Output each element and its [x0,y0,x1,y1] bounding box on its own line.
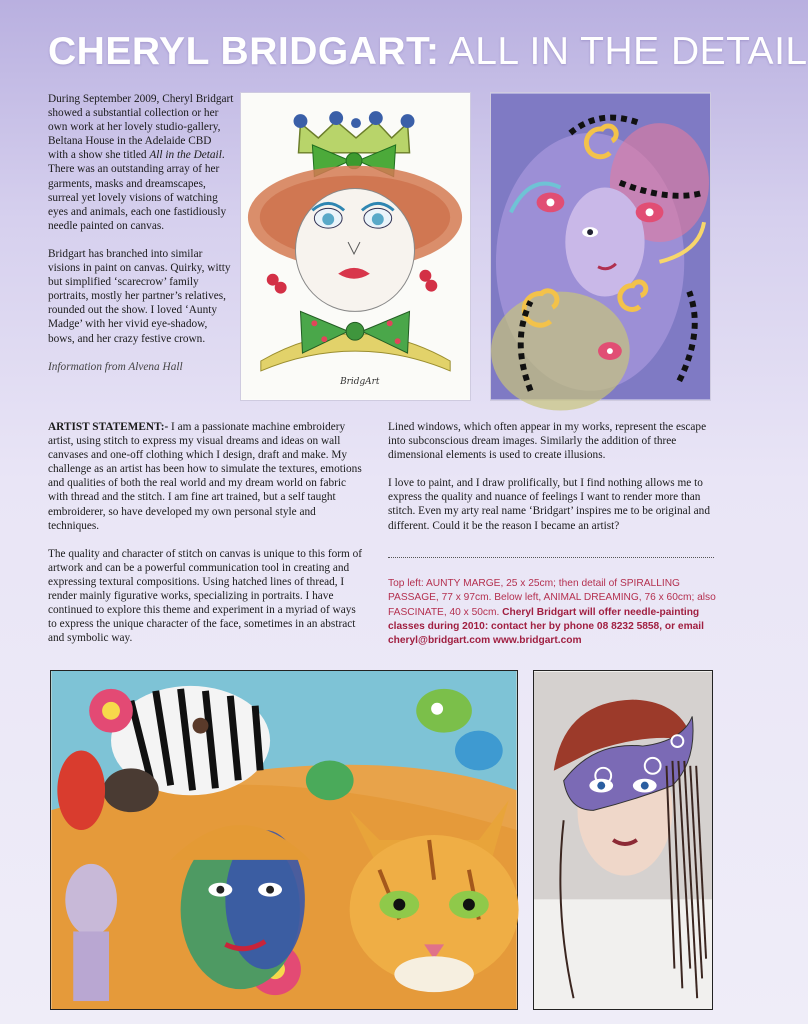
divider [388,557,714,558]
page-title [48,30,808,74]
artist-signature: BridgArt [340,376,380,387]
statement-column-right [388,420,714,547]
statement-paragraph-1 [48,420,364,533]
credit-line: Information from Alvena Hall [48,360,183,373]
photo-caption [388,577,718,648]
aunty-marge-illustration [241,93,470,400]
intro-p1-a: During September 2009, Cheryl Bridgart showed a substantial collection or her own work at her lovely studio-gallery, Beltana House in the Adelaide CBD with a show she titled [48,93,234,162]
statement-lead: ARTIST STATEMENT:- [48,421,169,433]
intro-p1-italic: All in the Detail [149,149,222,162]
title-bold: CHERYL BRIDGART: [48,30,440,73]
intro-paragraph-1 [48,92,234,233]
caption-text: Top left: AUNTY MARGE, 25 x 25cm; then detail of SPIRALLING PASSAGE, 77 x 97cm. Below left, ANIMAL DREAMING, 76 x 60cm; also FASCINATE, 40 x 50cm. [388,578,716,618]
title-light: ALL IN THE DETAIL [448,30,808,73]
intro-paragraph-2: Bridgart has branched into similar visions in paint on canvas. Quirky, witty but simplified ‘scarecrow’ family portraits, mostly her partner’s relatives, rounded out the show. I loved ‘Aunty Madge’ with her vivid eye-shadow, bows, and her crazy festive crown. [48,247,231,345]
artwork-fascinate [533,670,713,1010]
statement-paragraph-2: The quality and character of stitch on canvas is unique to this form of artwork and can be a powerful communication tool in creating and expressing textural compositions. Using hatched lines of thread, I render mainly figurative works, specializing in portraits. I have continued to explore this theme and experiment in a myriad of ways to express the unique character of the face, sometimes in an abstract and symbolic way. [48,547,363,645]
caption-contact: Cheryl Bridgart will offer needle-painting classes during 2010: contact her by phone 08 8232 5858, or email cheryl@bridgart.com www.bridgart.com [388,606,704,647]
animal-dreaming-illustration [51,671,517,1009]
statement-column-left [48,420,364,659]
artwork-spiralling-passage [490,92,711,401]
statement-p1-text: I am a passionate machine embroidery artist, using stitch to express my visual dreams and ideas on wall canvases and one-off clothing which I design, draft and make. My challenge as an artist has been how to simulate the textures, emotions and qualities of both the real world and my dream world on fabric with thread and the stitch. I am fine art trained, but a self taught embroiderer, so have developed my own personal style and techniques. [48,421,362,532]
intro-text [48,92,234,374]
intro-p1-b: . There was an outstanding array of her garments, masks and dreamscapes, surreal yet lovely visions of watching eyes and animals, each one fastidiously needle painted on canvas. [48,149,227,232]
statement-paragraph-4: I love to paint, and I draw prolifically, but I find nothing allows me to express the quality and nuance of feelings I want to render more than stitch. Even my arty real name ‘Bridgart’ inspires me to be original and different. Could it be the reason I became an artist? [388,477,710,532]
spiralling-passage-illustration [491,93,710,400]
artwork-aunty-marge [240,92,471,401]
artwork-animal-dreaming [50,670,518,1010]
fascinate-illustration [534,671,712,1009]
statement-paragraph-3: Lined windows, which often appear in my works, represent the escape into subconscious dream images. Similarly the addition of three dimensional elements is used to create illusions. [388,421,707,462]
